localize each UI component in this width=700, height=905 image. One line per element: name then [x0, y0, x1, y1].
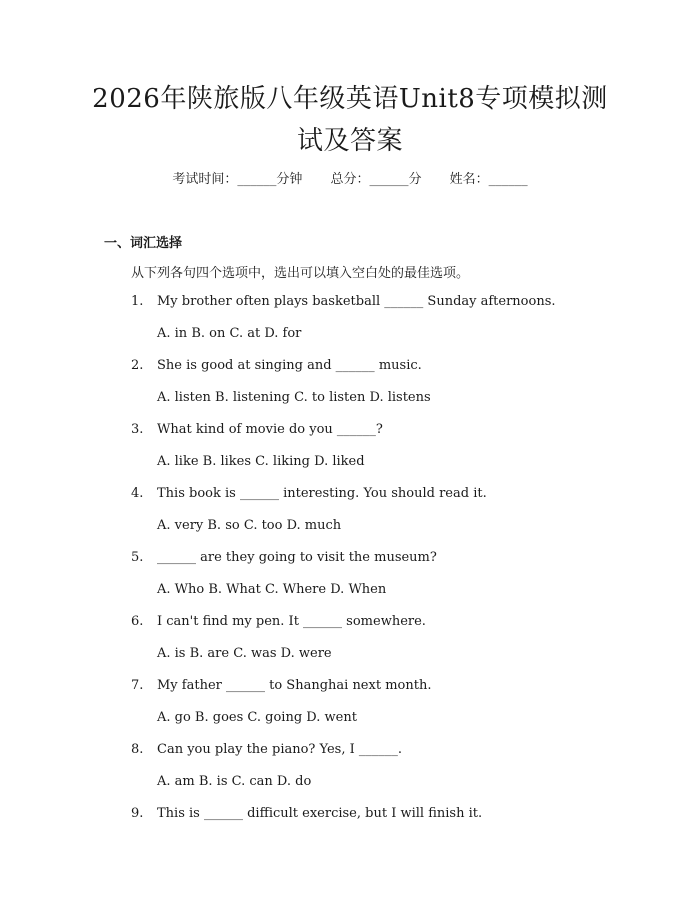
question-number: 9. [131, 806, 144, 821]
question-text: My brother often plays basketball ______ Sunday afternoons. [157, 294, 556, 309]
question-number: 8. [131, 742, 144, 757]
question-number: 4. [131, 486, 144, 501]
question-text: This is ______ difficult exercise, but I will finish it. [157, 806, 483, 821]
question-item [131, 614, 426, 630]
section-instruction: 从下列各句四个选项中，选出可以填入空白处的最佳选项。 [131, 266, 470, 281]
question-item [131, 358, 422, 374]
question-number: 3. [131, 422, 144, 437]
question-text: She is good at singing and ______ music. [157, 358, 422, 373]
question-item [131, 678, 431, 694]
question-options: A. am B. is C. can D. do [157, 774, 312, 789]
question-number: 5. [131, 550, 144, 565]
question-options: A. go B. goes C. going D. went [157, 710, 357, 725]
section-heading: 一、词汇选择 [104, 236, 183, 251]
question-options: A. very B. so C. too D. much [157, 518, 342, 533]
question-item [131, 550, 437, 566]
question-item [131, 486, 487, 502]
question-text: My father ______ to Shanghai next month. [157, 678, 432, 693]
exam-info [0, 168, 700, 187]
question-item [131, 806, 482, 822]
page-title [0, 78, 700, 162]
question-options: A. is B. are C. was D. were [157, 646, 332, 661]
total-score: 总分：______分 [330, 172, 422, 187]
question-options: A. listen B. listening C. to listen D. listens [157, 390, 431, 405]
question-number: 1. [131, 294, 144, 309]
title-line-1: 2026年陕旅版八年级英语Unit8专项模拟测 [92, 84, 608, 114]
question-item [131, 294, 556, 310]
question-options: A. in B. on C. at D. for [157, 326, 302, 341]
question-text: I can't find my pen. It ______ somewhere. [157, 614, 426, 629]
question-text: What kind of movie do you ______? [157, 422, 383, 437]
question-text: Can you play the piano? Yes, I ______. [157, 742, 403, 757]
exam-time: 考试时间：______分钟 [172, 172, 303, 187]
question-number: 7. [131, 678, 144, 693]
question-options: A. like B. likes C. liking D. liked [157, 454, 365, 469]
question-item [131, 742, 402, 758]
question-text: This book is ______ interesting. You should read it. [157, 486, 487, 501]
question-number: 2. [131, 358, 144, 373]
title-line-2: 试及答案 [296, 126, 403, 156]
student-name: 姓名：______ [449, 172, 528, 187]
question-item [131, 422, 383, 438]
question-number: 6. [131, 614, 144, 629]
question-options: A. Who B. What C. Where D. When [157, 582, 387, 597]
question-text: ______ are they going to visit the museum? [157, 550, 437, 565]
